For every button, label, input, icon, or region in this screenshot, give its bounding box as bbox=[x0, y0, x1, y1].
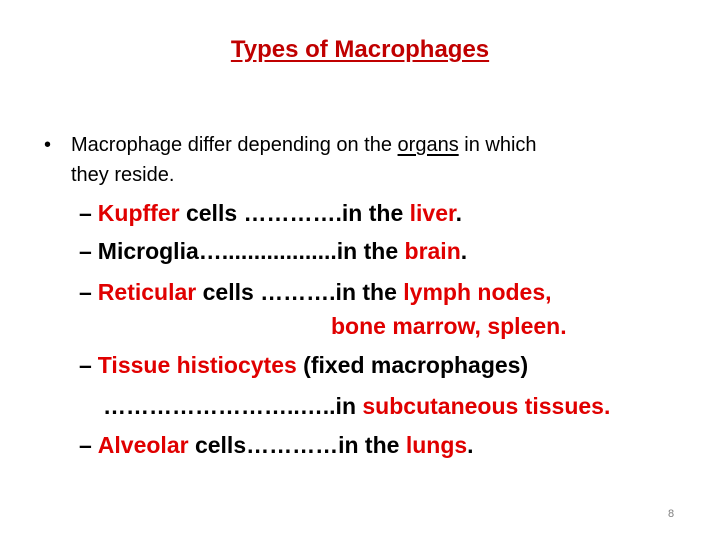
item-text: cells…………in the bbox=[188, 432, 406, 458]
item-end: . bbox=[467, 432, 474, 458]
item-place: liver bbox=[409, 200, 456, 226]
item-place: lungs bbox=[405, 432, 468, 458]
page-number: 8 bbox=[668, 508, 675, 520]
slide-title bbox=[0, 34, 720, 66]
bullet-text-before: Macrophage differ depending on the bbox=[71, 134, 398, 156]
list-item-histiocytes bbox=[79, 350, 528, 380]
item-place: brain bbox=[404, 238, 461, 264]
item-end: . bbox=[455, 200, 463, 226]
item-continuation-prefix: ……………………..…..in bbox=[103, 393, 363, 419]
bullet-text bbox=[71, 130, 691, 190]
item-end: . bbox=[460, 238, 468, 264]
item-term: Alveolar bbox=[97, 432, 189, 458]
list-item-reticular bbox=[79, 277, 552, 307]
slide-title-text: Types of Macrophages bbox=[230, 36, 490, 63]
dash-icon: – bbox=[79, 279, 92, 305]
bullet-text-underlined: organs bbox=[397, 134, 459, 156]
dash-icon: – bbox=[79, 432, 92, 458]
item-term: Microglia…..................in the bbox=[97, 238, 405, 264]
dash-icon: – bbox=[79, 200, 92, 226]
list-item-alveolar bbox=[79, 430, 474, 460]
item-term: Tissue histiocytes bbox=[97, 352, 297, 378]
dash-icon: – bbox=[79, 352, 92, 378]
bullet-text-line2: they reside. bbox=[71, 164, 175, 186]
bullet-text-after: in which bbox=[458, 134, 537, 156]
list-item-reticular-continuation bbox=[331, 311, 567, 341]
bullet-icon: • bbox=[44, 134, 52, 156]
item-continuation: bone marrow, spleen. bbox=[331, 313, 567, 339]
item-text: cells ……….in the bbox=[196, 279, 404, 305]
item-place: lymph nodes, bbox=[403, 279, 552, 305]
item-term: Kupffer bbox=[97, 200, 180, 226]
item-text: (fixed macrophages) bbox=[296, 352, 529, 378]
list-item-histiocytes-continuation bbox=[103, 391, 610, 421]
item-term: Reticular bbox=[97, 279, 197, 305]
item-place: subcutaneous tissues. bbox=[362, 393, 611, 419]
list-item-microglia bbox=[79, 236, 467, 266]
list-item-kupffer bbox=[79, 198, 462, 228]
item-text: cells ………….in the bbox=[179, 200, 410, 226]
dash-icon: – bbox=[79, 238, 92, 264]
